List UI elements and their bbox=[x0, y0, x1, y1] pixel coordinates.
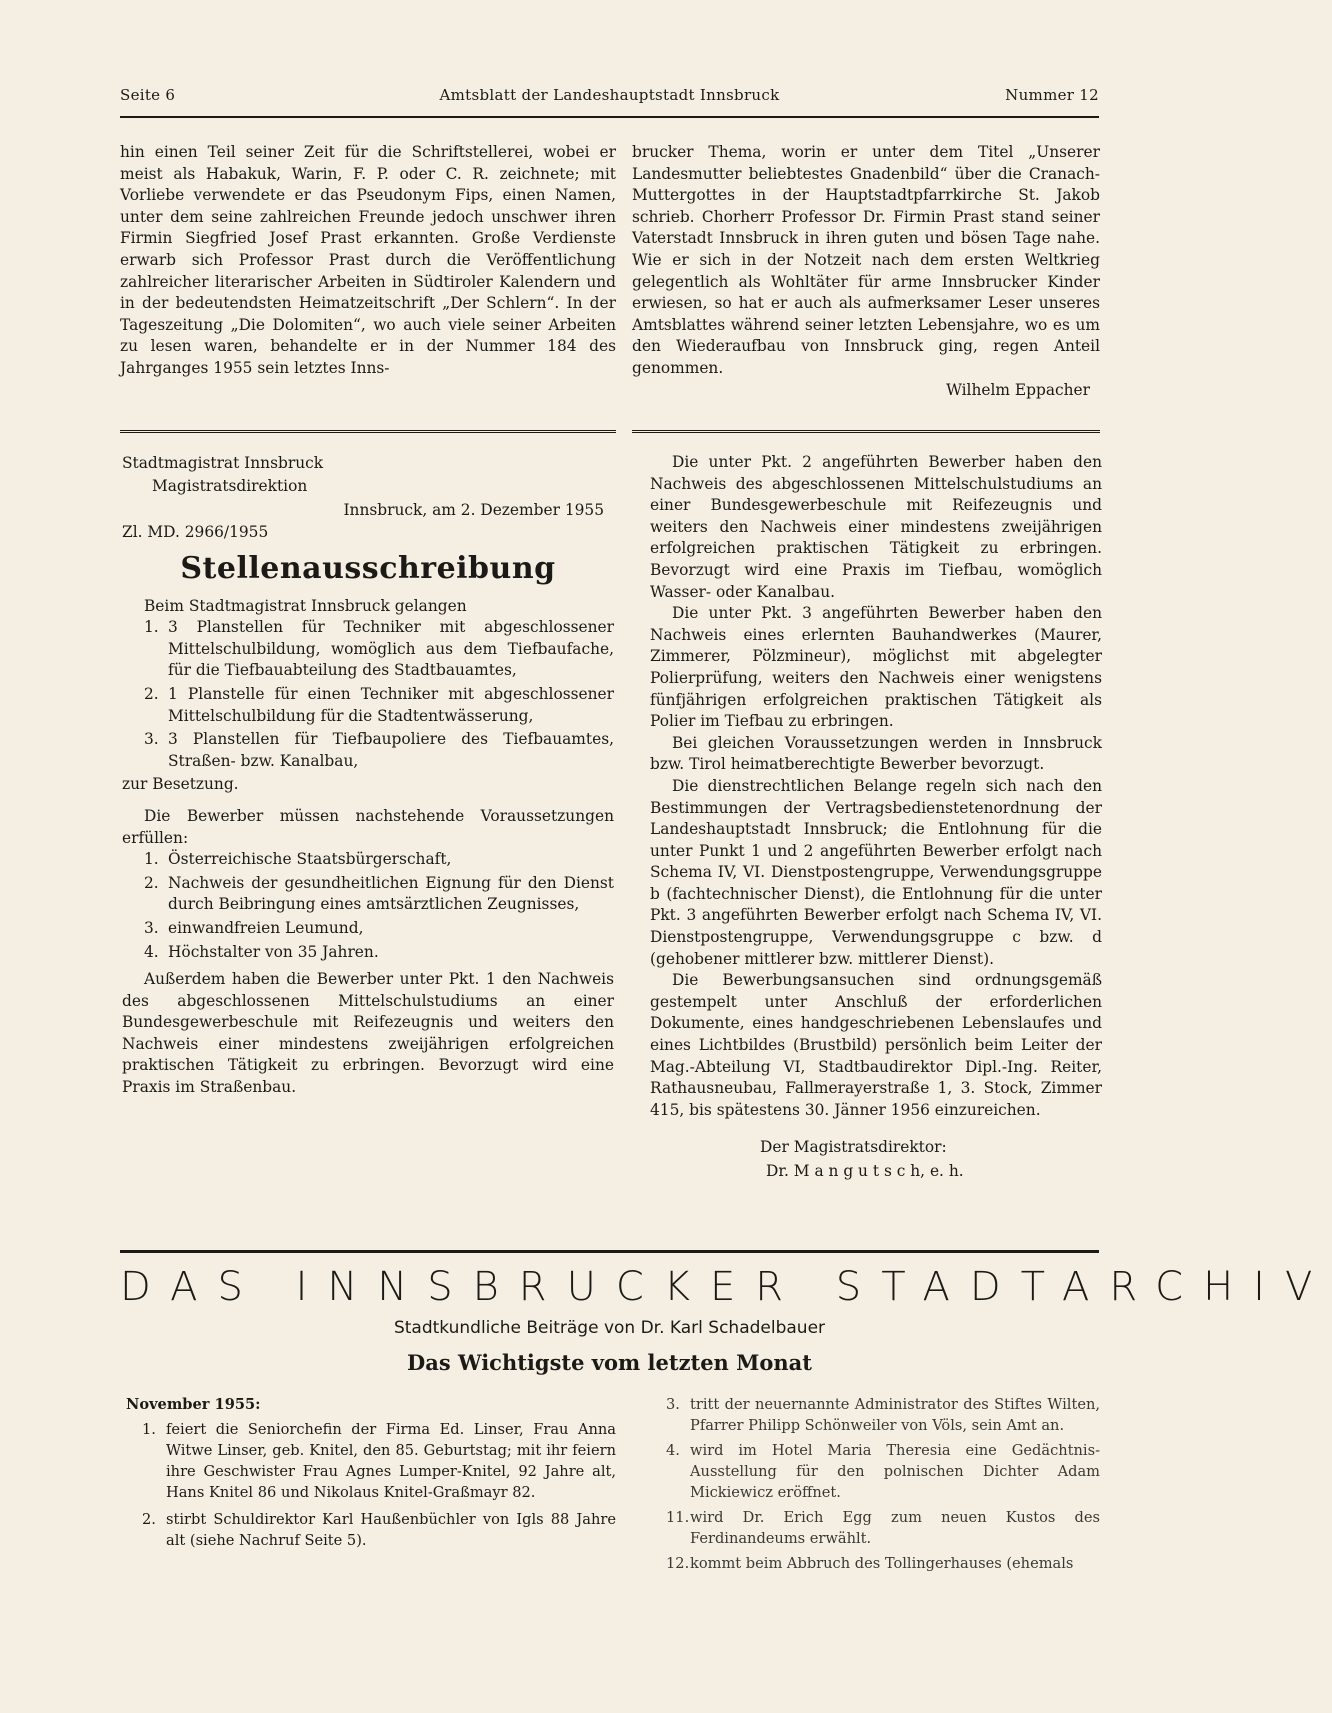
list-item: 3. 3 Planstellen für Tiefbaupoliere des Tiefbauamtes, Straßen- bzw. Kanalbau, bbox=[144, 730, 614, 770]
list-item: 12. kommt beim Abbruch des Tollingerhauses (ehemals bbox=[666, 1555, 1074, 1572]
positions-list bbox=[122, 617, 614, 772]
closing-title: Der Magistratsdirektor: bbox=[760, 1138, 947, 1157]
job-ad-intro: Beim Stadtmagistrat Innsbruck gelangen bbox=[144, 596, 467, 615]
list-item: 2. stirbt Schuldirektor Karl Haußenbüchler von Igls 88 Jahre alt (siehe Nachruf Seite 5). bbox=[142, 1511, 616, 1549]
section-divider-right bbox=[632, 430, 1100, 433]
requirements-list bbox=[122, 849, 614, 963]
running-head bbox=[120, 86, 1099, 110]
list-item: 1. feiert die Seniorchefin der Firma Ed. Linser, Frau Anna Witwe Linser, geb. Knitel, den 85. Geburtstag; mit ihr feiern ihre Geschwister Frau Agnes Lumper-Knitel, 92 Jahre alt, Hans Knitel 86 und Nikolaus Knitel-Graßmayr 82. bbox=[142, 1421, 616, 1501]
archive-column-left bbox=[126, 1394, 616, 1553]
authority-department: Magistratsdirektion bbox=[152, 477, 308, 495]
city-date: Innsbruck, am 2. Dezember 1955 bbox=[343, 501, 604, 519]
paragraph-submission: Die Bewerbungsansuchen sind ordnungsgemäß gestempelt unter Anschluß der erforderlichen Dokumente, eines handgeschriebenen Lebenslaufes und eines Lichtbildes (Brustbild) persönlich beim Leiter der Mag.-Abteilung VI, Stadtbaudirektor Dipl.-Ing. Reiter, Rathausneubau, Fallmerayerstraße 1, 3. Stock, Zimmer 415, bis spätestens 30. Jänner 1956 einzureichen. bbox=[650, 971, 1102, 1119]
job-ad-column-left bbox=[122, 452, 614, 1099]
list-item: 1. 3 Planstellen für Techniker mit abgeschlossener Mittelschulbildung, womöglich aus dem Tiefbaufache, für die Tiefbauabteilung des Stadtbauamtes, bbox=[144, 618, 614, 680]
archive-column-right bbox=[650, 1394, 1100, 1576]
section-divider-left bbox=[120, 430, 616, 433]
month-label: November 1955: bbox=[126, 1396, 261, 1413]
paragraph-preference: Bei gleichen Voraussetzungen werden in Innsbruck bzw. Tirol heimatberechtigte Bewerber bevorzugt. bbox=[650, 733, 1102, 774]
list-item: 2. Nachweis der gesundheitlichen Eignung für den Dienst durch Beibringung eines amtsärztlichen Zeugnisses, bbox=[144, 873, 614, 914]
date-reference-block bbox=[122, 498, 614, 548]
obituary-text-right: brucker Thema, worin er unter dem Titel „Unserer Landesmutter beliebtestes Gnadenbild“ über die Cranach-Muttergottes in der Hauptstadtpfarrkirche St. Jakob schrieb. Chorherr Professor Dr. Firmin Prast stand seiner Vaterstadt Innsbruck in ihren guten und bösen Tage nahe. Wie er sich in der Notzeit nach dem ersten Weltkrieg gelegentlich als Wohltäter für arme Innsbrucker Kinder erwiesen, so hat er auch als aufmerksamer Leser unseres Amtsblattes während seiner letzten Lebensjahre, wo es um den Wiederaufbau von Innsbruck ging, regen Anteil genommen. bbox=[632, 143, 1100, 377]
job-ad-title: Stellenausschreibung bbox=[180, 551, 556, 586]
authority-name: Stadtmagistrat Innsbruck bbox=[122, 454, 324, 472]
obituary-signature: Wilhelm Eppacher bbox=[946, 380, 1090, 399]
issuing-authority bbox=[122, 452, 614, 498]
job-ad-column-right bbox=[650, 452, 1102, 1183]
list-item: 2. 1 Planstelle für einen Techniker mit abgeschlossener Mittelschulbildung für die Stadtentwässerung, bbox=[144, 684, 614, 725]
job-ad-closing bbox=[650, 1135, 1102, 1183]
archive-subtitle: Stadtkundliche Beiträge von Dr. Karl Schadelbauer bbox=[393, 1318, 826, 1338]
chronicle-list-right bbox=[650, 1394, 1100, 1574]
list-item: 4. Höchstalter von 35 Jahren. bbox=[144, 942, 379, 961]
obituary-text-left: hin einen Teil seiner Zeit für die Schriftstellerei, wobei er meist als Habakuk, Warin, F. P. oder C. R. zeichnete; mit Vorliebe verwendete er das Pseudonym Fips, einen Namen, unter dem seine zahlreichen Freunde jedoch unschwer ihren Firmin Siegfried Josef Prast erkannten. Große Verdienste erwarb sich Professor Prast durch die Veröffentlichung zahlreicher literarischer Arbeiten in Südtiroler Kalendern und in der bedeutendsten Heimatzeitschrift „Der Schlern“. In der Tageszeitung „Die Dolomiten“, wo auch viele seiner Arbeiten zu lesen waren, behandelte er in der Nummer 184 des Jahrganges 1955 sein letztes Inns- bbox=[120, 143, 616, 377]
paragraph-point-1: Außerdem haben die Bewerber unter Pkt. 1 den Nachweis des abgeschlossenen Mittelschulstudiums an einer Bundesgewerbeschule mit Reifezeugnis und weiters den Nachweis einer mindestens zweijährigen erfolgreichen praktischen Tätigkeit zu erbringen. Bevorzugt wird eine Praxis im Straßenbau. bbox=[122, 970, 614, 1097]
positions-closing: zur Besetzung. bbox=[122, 775, 239, 794]
archive-title: DAS INNSBRUCKER STADTARCHIV bbox=[120, 1264, 1332, 1310]
list-item: 4. wird im Hotel Maria Theresia eine Gedächtnis-Ausstellung für den polnischen Dichter Adam Mickiewicz eröffnet. bbox=[666, 1442, 1100, 1501]
obituary-column-right bbox=[632, 142, 1100, 401]
list-item: 11. wird Dr. Erich Egg zum neuen Kustos des Ferdinandeums erwählt. bbox=[666, 1509, 1100, 1547]
reference-number: Zl. MD. 2966/1955 bbox=[122, 523, 269, 541]
header-rule bbox=[120, 116, 1099, 118]
publication-title: Amtsblatt der Landeshauptstadt Innsbruck bbox=[439, 86, 780, 104]
paragraph-salary: Die dienstrechtlichen Belange regeln sich nach den Bestimmungen der Vertragsbedienstetenordnung der Landeshauptstadt Innsbruck; die Entlohnung für die unter Punkt 1 und 2 angeführten Bewerber erfolgt nach Schema IV, VI. Dienstpostengruppe, Verwendungsgruppe b (fachtechnischer Dienst), die Entlohnung für die unter Pkt. 3 angeführten Bewerber erfolgt nach Schema IV, VI. Dienstpostengruppe, Verwendungsgruppe c bzw. d (gehobener mittlerer bzw. mittlerer Dienst). bbox=[650, 776, 1102, 968]
obituary-column-left bbox=[120, 142, 616, 380]
closing-name: Dr. M a n g u t s c h, e. h. bbox=[766, 1162, 964, 1181]
archive-top-rule bbox=[120, 1250, 1099, 1253]
chronicle-list-left bbox=[126, 1419, 616, 1551]
paragraph-point-2: Die unter Pkt. 2 angeführten Bewerber haben den Nachweis des abgeschlossenen Mittelschulstudiums an einer Bundesgewerbeschule mit Reifezeugnis und weiters den Nachweis einer mindestens zweijährigen erfolgreichen praktischen Tätigkeit zu erbringen. Bevorzugt wird eine Praxis im Tiefbau, womöglich Wasser- oder Kanalbau. bbox=[650, 453, 1102, 601]
issue-number: Nummer 12 bbox=[1005, 86, 1099, 104]
paragraph-point-3: Die unter Pkt. 3 angeführten Bewerber haben den Nachweis eines erlernten Bauhandwerkes (Maurer, Zimmerer, Pölzmineur), möglichst mit abgelegter Polierprüfung, weiters den Nachweis einer wenigstens fünfjährigen erfolgreichen praktischen Tätigkeit als Polier im Tiefbau zu erbringen. bbox=[650, 604, 1102, 731]
list-item: 1. Österreichische Staatsbürgerschaft, bbox=[144, 850, 452, 869]
page-number: Seite 6 bbox=[120, 86, 176, 104]
list-item: 3. einwandfreien Leumund, bbox=[144, 918, 364, 937]
list-item: 3. tritt der neuernannte Administrator des Stiftes Wilten, Pfarrer Philipp Schönweiler von Völs, sein Amt an. bbox=[666, 1396, 1100, 1434]
archive-heading: Das Wichtigste vom letzten Monat bbox=[407, 1350, 812, 1375]
requirements-intro: Die Bewerber müssen nachstehende Voraussetzungen erfüllen: bbox=[122, 806, 614, 847]
